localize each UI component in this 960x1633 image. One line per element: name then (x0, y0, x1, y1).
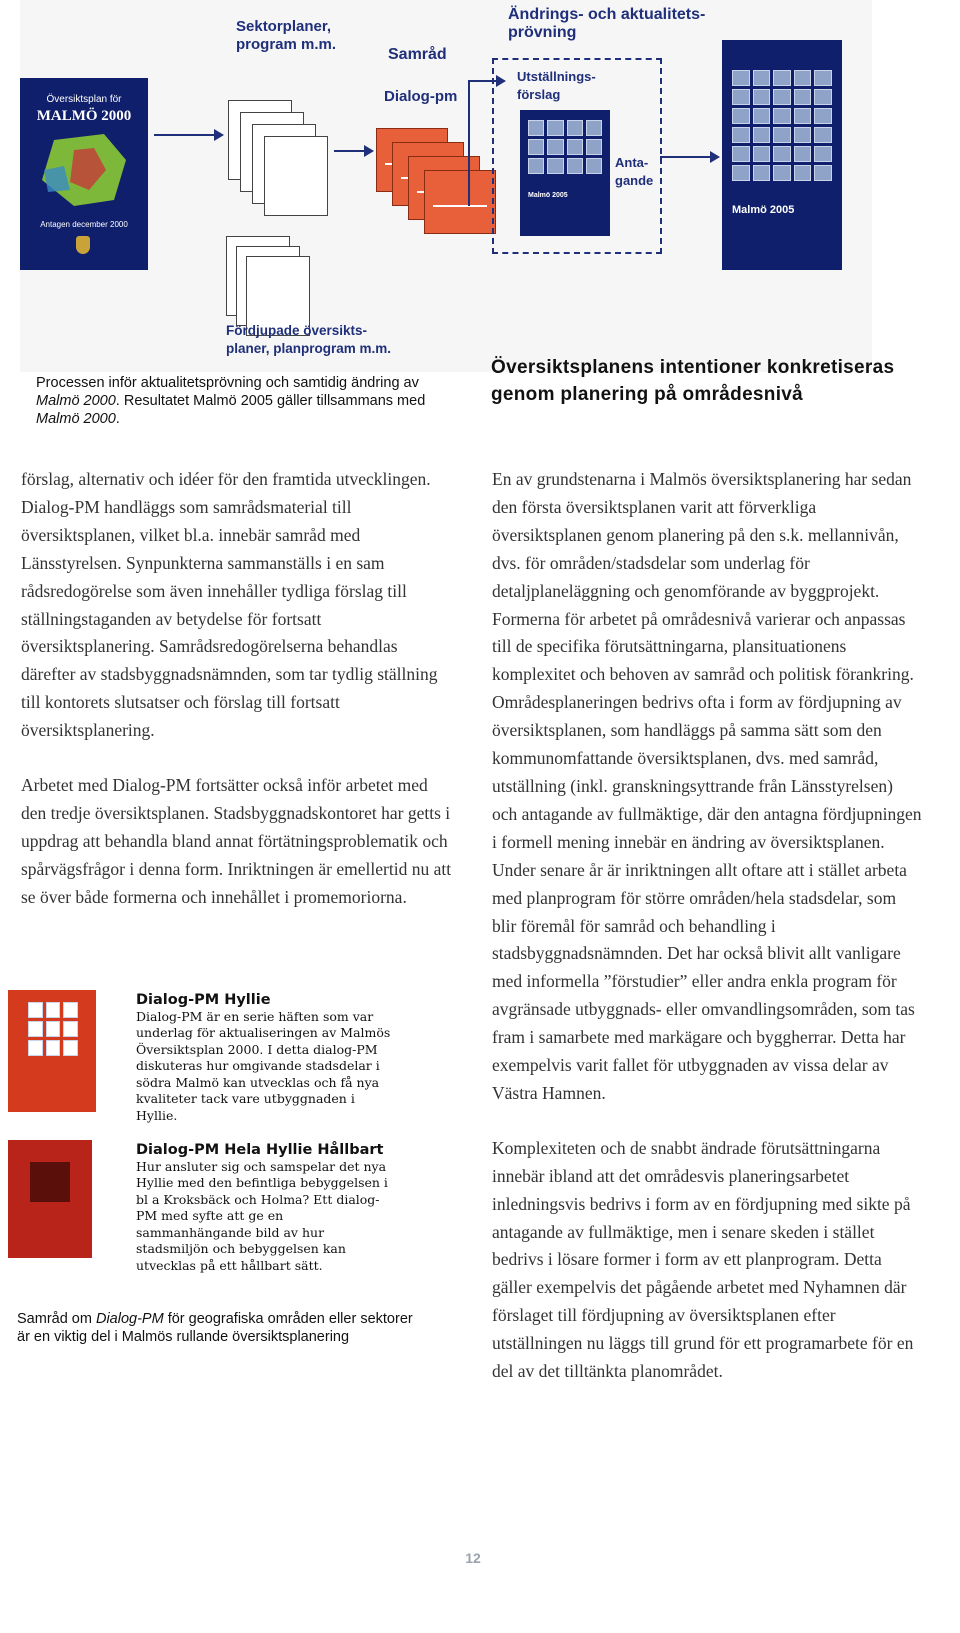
caption-bottom (17, 1310, 417, 1346)
caption-top-part2: . Resultatet Malmö 2005 gäller tillsammans med (115, 393, 426, 409)
label-samrad: Samråd (388, 46, 447, 63)
caption-top (36, 374, 456, 428)
arrow-3-head (496, 75, 506, 87)
dialog-pm-hyllie-title[interactable]: Dialog-PM Hyllie (136, 992, 271, 1008)
arrow-4-line (660, 156, 712, 158)
dialog-pm-hyllie-text: Dialog-PM är en serie häften som var underlag för aktualiseringen av Malmös Översiktsplan 2000. I detta dialog-PM diskuteras hur omgivande stadsdelar i södra Malmö kan utvecklas och få nya kvaliteter tack vare utbyggnaden i Hyllie. (136, 1008, 391, 1123)
coat-of-arms-icon (76, 236, 90, 254)
map-illustration (34, 130, 134, 210)
section-heading: Översiktsplanens intentioner konkretiseras genom planering på områdesnivå (491, 357, 895, 405)
arrow-3-line (468, 80, 498, 82)
sektor-page-4 (264, 136, 328, 216)
caption-top-italic1: Malmö 2000 (36, 393, 116, 409)
arrow-2-head (364, 145, 374, 157)
right-para-2: Komplexiteten och de snabbt ändrade förutsättningarna innebär ibland att det områdesvis planeringsarbetet inledningsvis bedrivs i form av en fördjupning med sikte på antagande av fullmäktige, men i senare skeden i stället bedrivs i lösare former i form av ett planprogram. Detta gäller exempelvis det pågående arbetet med Nyhamnen där förslaget till fördjupning av översiktsplanen efter utställningen nu läggs till grund för ett programarbete för en del av det tilltänkta planområdet. (492, 1137, 914, 1382)
caption-top-part1: Processen inför aktualitetsprövning och samtidig ändring av (36, 375, 419, 391)
dialog-pm-hyllie-desc (136, 992, 398, 1124)
utstallningsforslag-cover (520, 110, 610, 236)
arrow-2-line (334, 150, 366, 152)
dialog-pm-hela-hyllie-desc (136, 1142, 398, 1274)
book1-line2: MALMÖ 2000 (36, 108, 132, 124)
dialog-pm-hyllie-cover (8, 990, 96, 1112)
right-column (492, 466, 922, 1413)
label-andrings: Ändrings- och aktualitets- prövning (508, 6, 706, 41)
arrow-4-head (710, 151, 720, 163)
right-para-1: En av grundstenarna i Malmös översiktsplanering har sedan den första översiktsplanen varit att förverkliga översiktsplanen genom planering på den s.k. mellannivån, dvs. för områden/stadsdelar som underlag för detaljplaneläggning och genomförande av byggprojekt. Formerna för arbetet på områdesnivå varierar och anpassas till de specifika förutsättningarna, plansituationens komplexitet och behoven av samråd och politisk förankring. Områdesplaneringen bedrivs ofta i form av fördjupning av översiktsplanen, som handläggs på samma sätt som den kommunomfattande översiktsplanen, dvs. med samråd, utställning (inkl. granskningsyttrande från Länsstyrelsen) och antagande av fullmäktige, där den antagna fördjupningen i formell mening innebär en ändring av översiktsplanen. Under senare år är inriktningen allt oftare att i stället arbeta med planprogram för större områden/hela stadsdelar, som blir föremål för samråd och behandling i stadsbyggnadsnämnden. Det har också blivit allt vanligare med informella ”förstudier” eller andra enkla program för avgränsade utbyggnads- eller omvandlingsområden, som tas fram i samarbete med markägare och byggherrar. Detta har exempelvis varit fallet för utbyggnaden av vissa delar av Västra Hamnen. (492, 469, 922, 1103)
oversiktsplan-2000-cover (20, 78, 148, 270)
book1-antagen: Antagen december 2000 (40, 220, 128, 229)
arrow-1-line (154, 134, 216, 136)
label-sektorplaner: Sektorplaner, program m.m. (236, 18, 337, 53)
left-column (21, 466, 453, 939)
dialog-pm-sheet-4 (424, 170, 496, 234)
caption-top-part3: . (115, 411, 120, 427)
caption-top-italic2: Malmö 2000 (36, 411, 116, 427)
arrow-3-vertical (468, 80, 470, 206)
label-dialog-pm: Dialog-pm (384, 88, 458, 105)
arrow-1-head (214, 129, 224, 141)
caption-bottom-italic: Dialog-PM (95, 1311, 164, 1327)
book1-line1: Översiktsplan för (46, 94, 122, 105)
dialog-pm-hela-hyllie-text: Hur ansluter sig och samspelar det nya Hyllie med den befintliga bebyggelsen i bl a Kroksbäck och Holma? Ett dialog-PM med syfte att ge en sammanhängande bild av hur stadsmiljön och bebyggelsen kan utvecklas på ett hållbart sätt. (136, 1158, 388, 1273)
dialog-pm-image (8, 990, 398, 1280)
dialog-pm-hela-hyllie-cover (8, 1140, 92, 1258)
malmo-2005-cover (722, 40, 842, 270)
label-utstallning: Utställnings- förslag (517, 69, 596, 102)
left-para-1: förslag, alternativ och idéer för den framtida utvecklingen. Dialog-PM handläggs som samrådsmaterial till översiktsplanen, vilket bl.a. innebär samråd med Länsstyrelsen. Synpunkterna sammanställs i en sam rådsredogörelse som även innehåller tydliga förslag till ställningstaganden av betydelse för fortsatt översiktsplanering. Samrådsredogörelserna behandlas därefter av stadsbyggnadsnämnden, som tar tydlig ställning till kontorets slutsatser och förslag till fortsatt översiktsplanering. (21, 469, 438, 741)
label-antagande: Anta- gande (615, 155, 654, 188)
process-diagram (20, 0, 872, 372)
book2-title: Malmö 2005 (528, 192, 568, 199)
left-para-2: Arbetet med Dialog-PM fortsätter också inför arbetet med den tredje översiktsplanen. Stadsbyggnadskontoret har getts i uppdrag att behandla bland annat förtätningsproblematik och spårvägsfrågor i denna form. Inriktningen är emellertid nu att se över både formerna och innehållet i promemoriorna. (21, 775, 452, 907)
page-number: 12 (465, 1550, 481, 1566)
caption-bottom-part1: Samråd om (17, 1311, 96, 1327)
book3-title: Malmö 2005 (732, 204, 795, 216)
label-fordjupade: Fördjupade översikts- planer, planprogram m.m. (226, 323, 392, 356)
caption-bottom-part2: för geografiska områden eller sektorer är en viktig del i Malmös rullande översiktsplanering (17, 1311, 413, 1345)
dialog-pm-hela-hyllie-title[interactable]: Dialog-PM Hela Hyllie Hållbart (136, 1142, 384, 1158)
